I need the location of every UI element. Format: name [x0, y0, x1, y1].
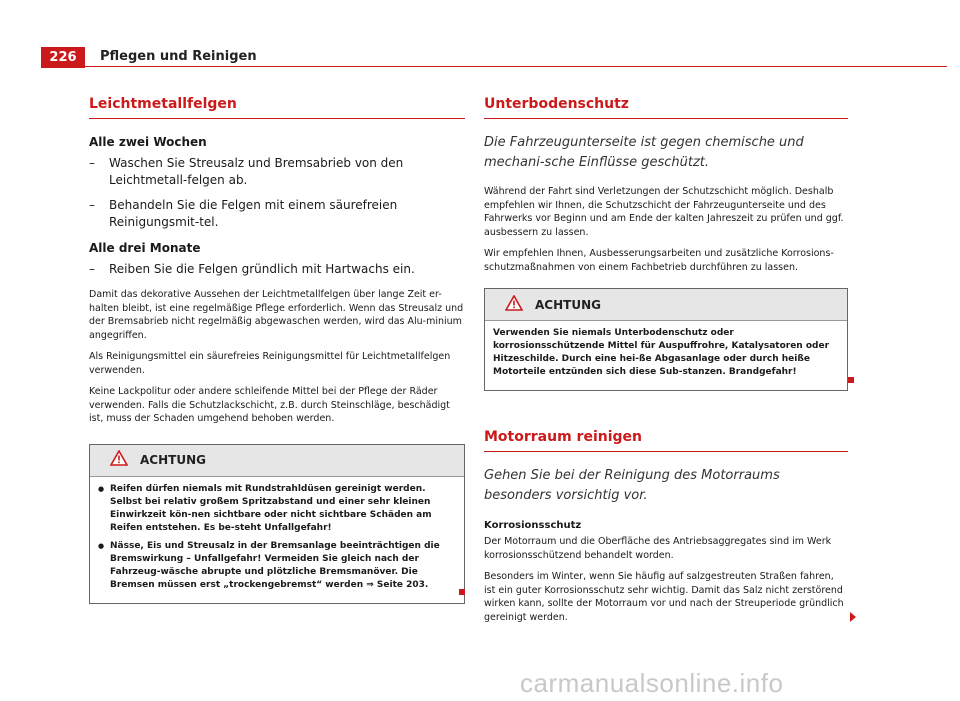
section-heading-leichtmetallfelgen: Leichtmetallfelgen [89, 96, 465, 119]
warning-header [90, 445, 464, 477]
biweekly-list [89, 155, 465, 231]
subheading-korrosionsschutz: Korrosionsschutz [484, 520, 582, 531]
warning-title: ACHTUNG [140, 453, 206, 467]
warning-box-underbody [484, 288, 848, 391]
paragraph: Als Reinigungsmittel ein säurefreies Reinigungsmittel für Leichtmetallfelgen verwenden. [89, 351, 451, 376]
section-heading-motorraum: Motorraum reinigen [484, 429, 848, 452]
warning-triangle-icon [505, 295, 523, 315]
section-heading-unterbodenschutz: Unterbodenschutz [484, 96, 848, 119]
warning-body [90, 477, 464, 603]
paragraph: Damit das dekorative Aussehen der Leichtmetallfelgen über lange Zeit er-halten bleibt, ist eine regelmäßige Pflege erforderlich. Wenn das Streusalz und der Bremsabrieb nicht regelmäßig abgewaschen werden, wird das Alu-minium angegriffen. [89, 289, 464, 341]
end-square-icon [848, 377, 854, 383]
list-item: – Behandeln Sie die Felgen mit einem säurefreien Reinigungsmit-tel. [89, 197, 465, 231]
paragraph: Der Motorraum und die Oberfläche des Antriebsaggregates sind im Werk korrosionsschützend behandelt worden. [484, 536, 832, 561]
subheading-biweekly: Alle zwei Wochen [89, 135, 207, 149]
end-square-icon [459, 589, 465, 595]
warning-bullet: ● Reifen dürfen niemals mit Rundstrahldüsen gereinigt werden. Selbst bei relativ großem Spritzabstand und einer sehr kleinen Einwirkzeit kön-nen sichtbare oder nicht sichtbare Schäden am Reifen entstehen. Es be-steht Unfallgefahr! [98, 483, 456, 535]
chapter-title: Pflegen und Reinigen [100, 49, 257, 64]
warning-bullet: ● Nässe, Eis und Streusalz in der Bremsanlage beeinträchtigen die Bremswirkung – Unfallgefahr! Vermeiden Sie gleich nach der Fahrzeug-wäsche abrupte und plötzliche Bremsmanöver. Die Bremsen müssen erst „trockengebremst“ werden ⇒ Seite 203. [98, 540, 456, 592]
watermark: carmanualsonline.info [520, 668, 784, 698]
warning-text: Verwenden Sie niemals Unterbodenschutz oder korrosionsschützende Mittel für Auspuffrohre, Katalysatoren oder Hitzeschilde. Durch eine hei-ße Abgasanlage oder durch heiße Motorteile entzünden sich diese Sub-stanzen. Brandgefahr! [493, 328, 830, 377]
list-item: – Reiben Sie die Felgen gründlich mit Hartwachs ein. [89, 261, 465, 278]
warning-title: ACHTUNG [535, 297, 601, 312]
intro-text: Gehen Sie bei der Reinigung des Motorraums besonders vorsichtig vor. [484, 468, 780, 503]
continue-arrow-icon [850, 612, 856, 622]
intro-text: Die Fahrzeugunterseite ist gegen chemische und mechani-sche Einflüsse geschützt. [484, 135, 804, 170]
left-column [89, 96, 465, 604]
warning-body [485, 321, 847, 390]
paragraph-text: Besonders im Winter, wenn Sie häufig auf salzgestreuten Straßen fahren, ist ein guter Korrosionsschutz sehr wichtig. Damit das Salz nicht zerstörend wirken kann, sollte der Motorraum vor und nach der Streuperiode gründlich gereinigt werden. [484, 571, 844, 623]
warning-header [485, 289, 847, 321]
warning-box-wheels [89, 444, 465, 604]
header-rule [85, 66, 947, 67]
quarterly-list [89, 261, 465, 278]
warning-triangle-icon [110, 450, 128, 470]
paragraph: Keine Lackpolitur oder andere schleifende Mittel bei der Pflege der Räder verwenden. Falls die Schutzlackschicht, z.B. durch Steinschläge, beschädigt ist, muss der Schaden umgehend behoben werden. [89, 386, 450, 424]
paragraph: Wir empfehlen Ihnen, Ausbesserungsarbeiten und zusätzliche Korrosions-schutzmaßnahmen von einem Fachbetrieb durchführen zu lassen. [484, 248, 834, 273]
subheading-quarterly: Alle drei Monate [89, 241, 201, 255]
list-item: – Waschen Sie Streusalz und Bremsabrieb von den Leichtmetall-felgen ab. [89, 155, 465, 189]
paragraph [484, 570, 848, 624]
right-column [484, 96, 848, 632]
paragraph: Während der Fahrt sind Verletzungen der Schutzschicht möglich. Deshalb empfehlen wir Ihnen, die Schutzschicht der Fahrzeugunterseite und des Fahrwerks vor Beginn und am Ende der kalten Jahreszeit zu prüfen und ggf. ausbessern zu lassen. [484, 186, 844, 238]
page-number: 226 [41, 47, 85, 68]
